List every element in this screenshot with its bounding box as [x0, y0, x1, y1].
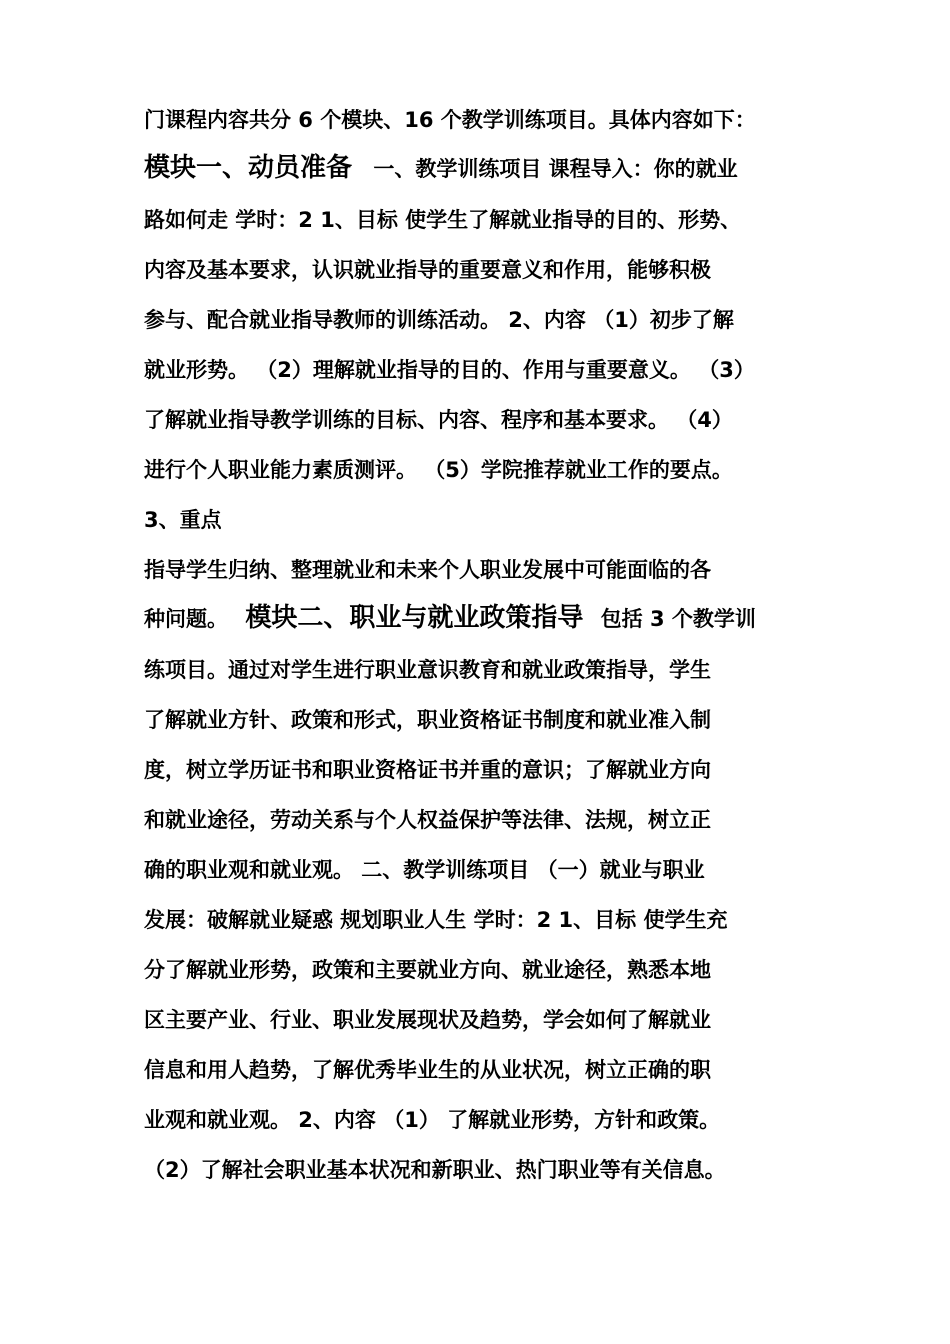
- text-line-4: 内容及基本要求，认识就业指导的重要意义和作用，能够积极: [144, 258, 711, 282]
- text-line-15: 和就业途径，劳动关系与个人权益保护等法律、法规，树立正: [144, 808, 711, 832]
- text-line-14: 度，树立学历证书和职业资格证书并重的意识；了解就业方向: [144, 758, 711, 782]
- text-line-2-rest: 一、教学训练项目 课程导入：你的就业: [373, 157, 738, 181]
- text-line-16: 确的职业观和就业观。 二、教学训练项目 （一）就业与职业: [144, 858, 705, 882]
- text-line-11-rest: 包括 3 个教学训: [600, 607, 756, 631]
- text-line-11: [144, 604, 756, 633]
- text-line-10: 指导学生归纳、整理就业和未来个人职业发展中可能面临的各: [144, 558, 711, 582]
- text-line-19: 区主要产业、行业、职业发展现状及趋势，学会如何了解就业: [144, 1008, 711, 1032]
- text-line-1: 门课程内容共分 6 个模块、16 个教学训练项目。具体内容如下：: [144, 108, 756, 132]
- module-2-heading: 模块二、职业与就业政策指导: [245, 603, 584, 633]
- text-line-2: [144, 154, 738, 183]
- text-line-5: 参与、配合就业指导教师的训练活动。 2、内容 （1）初步了解: [144, 308, 734, 332]
- text-line-13: 了解就业方针、政策和形式，职业资格证书制度和就业准入制: [144, 708, 711, 732]
- text-line-17: 发展：破解就业疑惑 规划职业人生 学时：2 1、目标 使学生充: [144, 908, 728, 932]
- module-1-heading: 模块一、动员准备: [144, 153, 353, 183]
- text-line-9: 3、重点: [144, 508, 222, 532]
- text-line-20: 信息和用人趋势，了解优秀毕业生的从业状况，树立正确的职: [144, 1058, 711, 1082]
- text-line-6: 就业形势。 （2）理解就业指导的目的、作用与重要意义。 （3）: [144, 358, 755, 382]
- text-line-18: 分了解就业形势，政策和主要就业方向、就业途径，熟悉本地: [144, 958, 711, 982]
- text-line-12: 练项目。通过对学生进行职业意识教育和就业政策指导，学生: [144, 658, 711, 682]
- text-line-21: 业观和就业观。 2、内容 （1） 了解就业形势，方针和政策。: [144, 1108, 721, 1132]
- text-line-11-prefix: 种问题。: [144, 607, 228, 631]
- text-line-7: 了解就业指导教学训练的目标、内容、程序和基本要求。 （4）: [144, 408, 733, 432]
- text-line-8: 进行个人职业能力素质测评。 （5）学院推荐就业工作的要点。: [144, 458, 733, 482]
- text-line-3: 路如何走 学时：2 1、目标 使学生了解就业指导的目的、形势、: [144, 208, 742, 232]
- text-line-22: （2）了解社会职业基本状况和新职业、热门职业等有关信息。: [144, 1158, 726, 1182]
